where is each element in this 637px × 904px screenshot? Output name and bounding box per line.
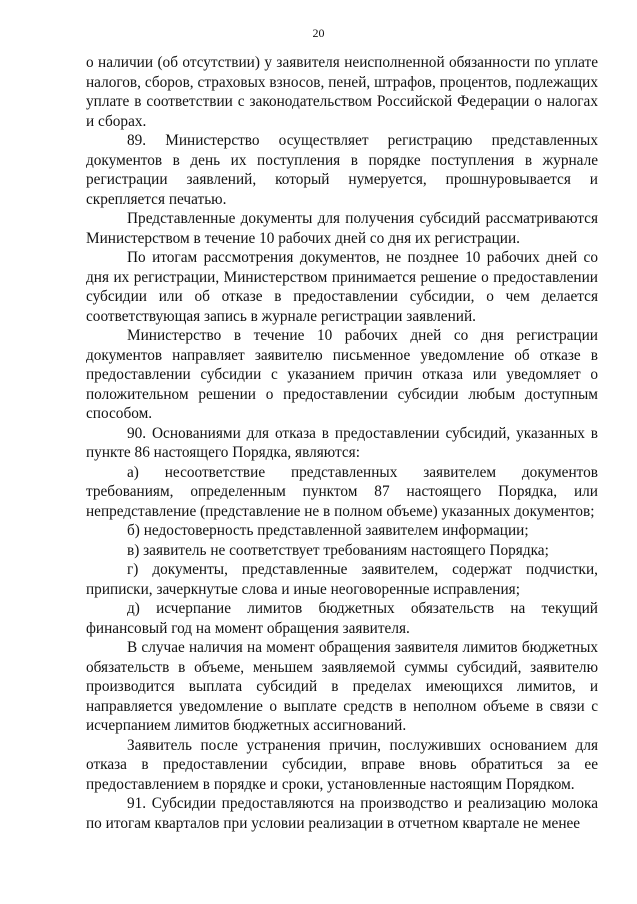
page-number: 20 — [312, 26, 325, 40]
paragraph-review-period: Представленные документы для получения субсидий рассматриваются Министерством в течение 10 рабочих дней со дня их регистрации. — [86, 210, 598, 247]
list-item-g: г) документы, представленные заявителем, содержат подчистки, приписки, зачеркнутые слова и иные неоговоренные исправления; — [86, 561, 598, 598]
paragraph-91-subsidies: 91. Субсидии предоставляются на производство и реализацию молока по итогам кварталов при условии реализации в отчетном квартале не менее — [86, 795, 598, 832]
paragraph-partial-payment: В случае наличия на момент обращения заявителя лимитов бюджетных обязательств в объеме, меньшем заявляемой суммы субсидий, заявителю производится выплата субсидий в пределах имеющихся лимитов, и направляется уведомление о выплате средств в неполном объеме в связи с исчерпанием лимитов бюджетных ассигнований. — [86, 639, 598, 734]
list-item-v: в) заявитель не соответствует требованиям настоящего Порядка; — [127, 541, 549, 559]
paragraph-90-grounds: 90. Основаниями для отказа в предоставлении субсидий, указанных в пункте 86 настоящего Порядка, являются: — [86, 424, 598, 461]
list-item-b: б) недостоверность представленной заявителем информации; — [127, 522, 529, 539]
paragraph-reapply: Заявитель после устранения причин, послуживших основанием для отказа в предоставлении субсидии, вправе вновь обратиться за ее предоставлением в порядке и сроки, установленные настоящим Порядком. — [86, 736, 598, 793]
document-body — [86, 53, 598, 833]
list-item-a: а) несоответствие представленных заявителем документов требованиям, определенным пунктом 87 настоящего Порядка, или непредставление (представление не в полном объеме) указанных документов; — [86, 463, 598, 520]
list-item-d: д) исчерпание лимитов бюджетных обязательств на текущий финансовый год на момент обращения заявителя. — [86, 600, 598, 637]
paragraph-continuation: о наличии (об отсутствии) у заявителя неисполненной обязанности по уплате налогов, сборов, страховых взносов, пеней, штрафов, процентов, подлежащих уплате в соответствии с законодательством Российской Федерации о налогах и сборах. — [86, 54, 598, 130]
paragraph-notification: Министерство в течение 10 рабочих дней со дня регистрации документов направляет заявителю письменное уведомление об отказе в предоставлении субсидии с указанием причин отказа или уведомляет о положительном решении о предоставлении субсидии любым доступным способом. — [86, 327, 598, 422]
paragraph-decision: По итогам рассмотрения документов, не позднее 10 рабочих дней со дня их регистрации, Министерством принимается решение о предоставлении субсидии или об отказе в предоставлении субсидии, о чем делается соответствующая запись в журнале регистрации заявлений. — [86, 249, 598, 325]
paragraph-89-registration: 89. Министерство осуществляет регистрацию представленных документов в день их поступления в порядке поступления в журнале регистрации заявлений, который нумеруется, прошнуровывается и скрепляется печатью. — [86, 132, 598, 208]
